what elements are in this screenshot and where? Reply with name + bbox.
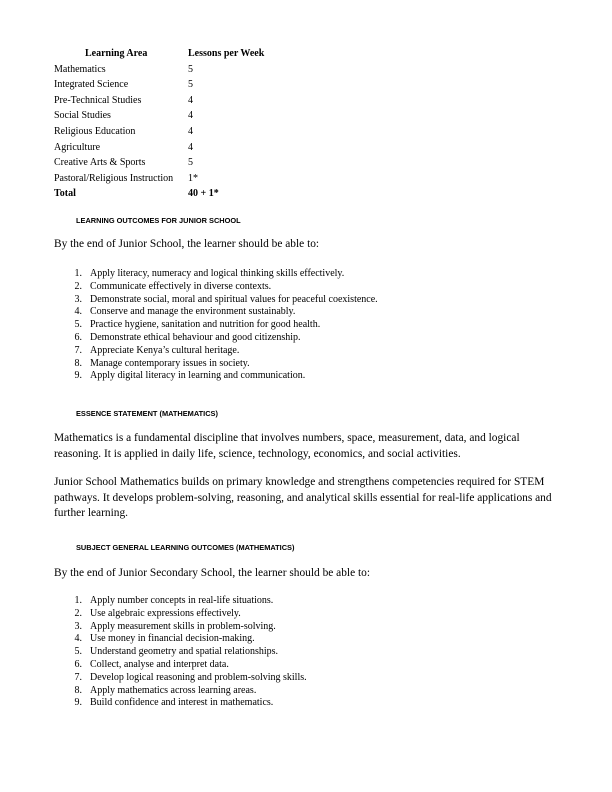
table-row: [54, 140, 264, 156]
list-item: [54, 345, 378, 358]
list-item-number: 6.: [74, 658, 82, 670]
list-item-number: 7.: [74, 671, 82, 683]
lessons-cell: 4: [188, 141, 193, 153]
learning-area-cell: Agriculture: [54, 141, 101, 153]
table-row: [54, 171, 264, 187]
learning-outcomes-heading: LEARNING OUTCOMES FOR JUNIOR SCHOOL: [76, 216, 241, 225]
list-item-number: 9.: [74, 697, 82, 709]
list-item: [54, 319, 378, 332]
list-item-text: Practice hygiene, sanitation and nutrition for good health.: [90, 319, 321, 331]
table-total-row: [54, 186, 264, 202]
lessons-cell: 4: [188, 94, 193, 106]
list-item-number: 6.: [74, 331, 82, 343]
lessons-cell: 4: [188, 110, 193, 122]
list-item-text: Use algebraic expressions effectively.: [90, 607, 241, 619]
list-item-text: Manage contemporary issues in society.: [90, 357, 250, 369]
table-row: [54, 108, 264, 124]
table-row: [54, 124, 264, 140]
table-row: [54, 155, 264, 171]
lessons-cell: 1*: [188, 172, 198, 184]
total-label-cell: Total: [54, 188, 76, 200]
table-row: [54, 93, 264, 109]
list-item-text: Apply literacy, numeracy and logical thinking skills effectively.: [90, 268, 345, 279]
essence-paragraph-2: Junior School Mathematics builds on primary knowledge and strengthens competencies required for STEM pathways. It develops problem-solving, reasoning, and analytical skills essential for real-life applications and further learning.: [54, 476, 552, 520]
list-item-number: 2.: [74, 280, 82, 292]
learning-area-cell: Pre-Technical Studies: [54, 94, 142, 106]
list-item: [54, 608, 307, 621]
total-value-cell: 40 + 1*: [188, 188, 219, 200]
list-item: [54, 332, 378, 345]
list-item-number: 5.: [74, 646, 82, 658]
list-item-number: 4.: [74, 306, 82, 318]
list-item-number: 3.: [74, 620, 82, 632]
list-item-number: 5.: [74, 319, 82, 331]
list-item-number: 1.: [74, 595, 82, 606]
table-row: [54, 62, 264, 78]
list-item-text: Apply number concepts in real-life situations.: [90, 595, 274, 606]
list-item: [54, 358, 378, 371]
lessons-cell: 4: [188, 125, 193, 137]
learning-area-cell: Social Studies: [54, 110, 111, 122]
list-item: [54, 370, 378, 383]
learning-outcomes-list: [54, 268, 378, 383]
list-item: [54, 268, 378, 281]
list-item-text: Apply digital literacy in learning and communication.: [90, 370, 306, 382]
learning-area-cell: Creative Arts & Sports: [54, 157, 146, 169]
list-item: [54, 685, 307, 698]
list-item-text: Collect, analyse and interpret data.: [90, 658, 229, 670]
list-item-number: 1.: [74, 268, 82, 279]
list-item-number: 3.: [74, 293, 82, 305]
list-item-number: 2.: [74, 607, 82, 619]
list-item-number: 4.: [74, 633, 82, 645]
list-item-number: 8.: [74, 357, 82, 369]
list-item-text: Apply measurement skills in problem-solving.: [90, 620, 276, 632]
list-item-text: Build confidence and interest in mathematics.: [90, 697, 274, 709]
list-item-number: 7.: [74, 344, 82, 356]
general-outcomes-intro: By the end of Junior Secondary School, the learner should be able to:: [54, 567, 371, 579]
list-item-number: 9.: [74, 370, 82, 382]
list-item-text: Demonstrate social, moral and spiritual values for peaceful coexistence.: [90, 293, 378, 305]
list-item-text: Demonstrate ethical behaviour and good citizenship.: [90, 331, 301, 343]
learning-area-cell: Religious Education: [54, 125, 136, 137]
column-header-learning-area: Learning Area: [85, 48, 148, 59]
list-item: [54, 672, 307, 685]
lessons-cell: 5: [188, 157, 193, 169]
list-item: [54, 281, 378, 294]
general-outcomes-heading: SUBJECT GENERAL LEARNING OUTCOMES (MATHEMATICS): [76, 543, 295, 552]
list-item: [54, 633, 307, 646]
list-item: [54, 697, 307, 710]
list-item-text: Use money in financial decision-making.: [90, 633, 255, 645]
essence-paragraph-1: Mathematics is a fundamental discipline that involves numbers, space, measurement, data, and logical reasoning. It is applied in daily life, science, technology, economics, and social activities.: [54, 432, 520, 460]
column-header-lessons-per-week: Lessons per Week: [188, 48, 265, 59]
essence-statement-heading: ESSENCE STATEMENT (MATHEMATICS): [76, 409, 218, 418]
list-item-number: 8.: [74, 684, 82, 696]
learning-area-cell: Mathematics: [54, 63, 106, 75]
learning-outcomes-intro: By the end of Junior School, the learner should be able to:: [54, 238, 320, 250]
learning-area-cell: Pastoral/Religious Instruction: [54, 172, 174, 184]
learning-area-cell: Integrated Science: [54, 79, 129, 91]
list-item-text: Appreciate Kenya’s cultural heritage.: [90, 344, 240, 356]
list-item-text: Conserve and manage the environment sustainably.: [90, 306, 296, 318]
list-item: [54, 659, 307, 672]
lessons-cell: 5: [188, 63, 193, 75]
list-item-text: Communicate effectively in diverse contexts.: [90, 280, 272, 292]
list-item: [54, 646, 307, 659]
list-item: [54, 595, 307, 608]
lessons-cell: 5: [188, 79, 193, 91]
list-item: [54, 621, 307, 634]
lessons-per-week-table: [54, 46, 264, 202]
table-header-row: [54, 46, 264, 62]
list-item-text: Develop logical reasoning and problem-solving skills.: [90, 671, 307, 683]
table-row: [54, 77, 264, 93]
general-outcomes-list: [54, 595, 307, 710]
list-item-text: Understand geometry and spatial relationships.: [90, 646, 279, 658]
list-item: [54, 306, 378, 319]
list-item: [54, 294, 378, 307]
list-item-text: Apply mathematics across learning areas.: [90, 684, 257, 696]
